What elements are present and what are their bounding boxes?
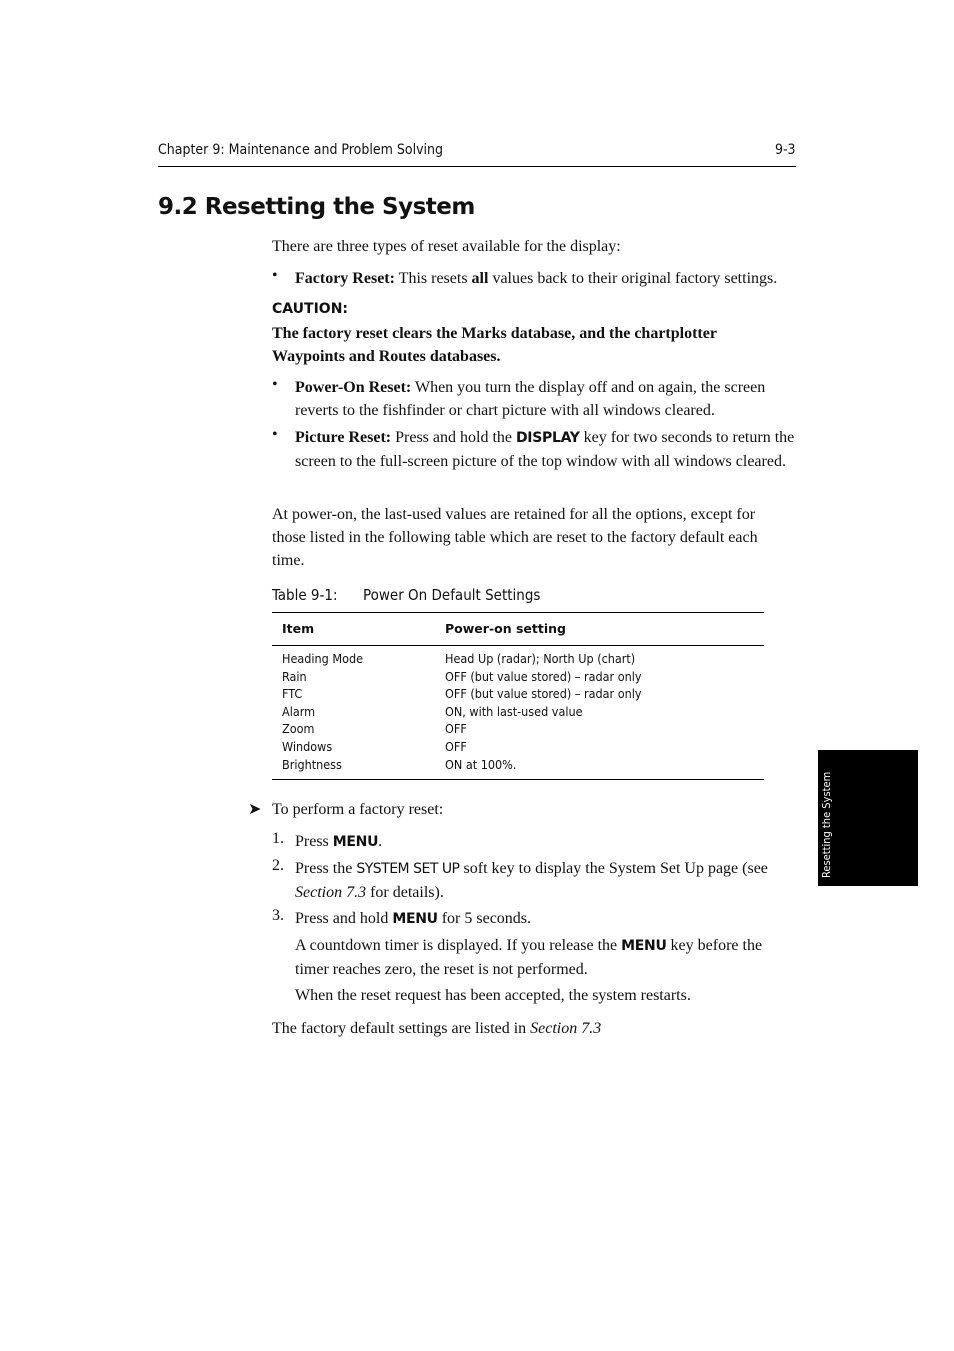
table-cell-item: Brightness bbox=[282, 756, 342, 772]
bullet-icon: • bbox=[272, 376, 278, 393]
bullet-text: When you turn the display off and on again, the screen reverts to the fishfinder or chart picture with all windows cleared. bbox=[295, 379, 766, 419]
closing-paragraph bbox=[272, 1017, 601, 1040]
table-header-item: Item bbox=[282, 621, 315, 636]
step-number: 2. bbox=[272, 857, 284, 874]
bullet-text: Press and hold the bbox=[391, 429, 516, 446]
bullet-label: Factory Reset: bbox=[295, 270, 395, 287]
step-text: for details). bbox=[366, 884, 444, 901]
table-item-column bbox=[282, 650, 363, 773]
section-reference: Section 7.3 bbox=[295, 884, 367, 901]
thumb-tab-label: Resetting the System bbox=[820, 771, 833, 878]
table-cell-item: Zoom bbox=[282, 721, 315, 737]
step-1 bbox=[295, 830, 800, 854]
bullet-factory-reset bbox=[295, 267, 800, 290]
bullet-text: key for two seconds to return the screen to the full-screen picture of the top window with all windows cleared. bbox=[295, 429, 795, 470]
procedure-intro: To perform a factory reset: bbox=[272, 801, 444, 818]
step-3-note-restart: When the reset request has been accepted, the system restarts. bbox=[295, 987, 691, 1004]
step-text: for 5 seconds. bbox=[437, 910, 532, 927]
section-title: 9.2 Resetting the System bbox=[158, 194, 475, 220]
caution-text: The factory reset clears the Marks database, and the chartplotter Waypoints and Routes databases. bbox=[272, 325, 717, 365]
menu-key-name: MENU bbox=[392, 911, 438, 927]
step-text: soft key to display the System Set Up page (see bbox=[459, 860, 768, 877]
table-header-setting: Power-on setting bbox=[445, 621, 566, 636]
emphasis: all bbox=[471, 270, 489, 287]
bullet-label: Power-On Reset: bbox=[295, 379, 412, 396]
bullet-label: Picture Reset: bbox=[295, 429, 392, 446]
bullet-power-on-reset bbox=[295, 376, 795, 422]
note-text: key before the timer reaches zero, the reset is not performed. bbox=[295, 937, 763, 978]
bullet-icon: • bbox=[272, 267, 278, 284]
table-cell-setting: OFF (but value stored) – radar only bbox=[445, 668, 642, 684]
page-number: 9-3 bbox=[775, 142, 796, 158]
table-caption-title: Power On Default Settings bbox=[363, 586, 541, 604]
table-cell-setting: OFF bbox=[445, 738, 467, 754]
table-cell-setting: OFF (but value stored) – radar only bbox=[445, 686, 642, 702]
section-reference: Section 7.3 bbox=[530, 1020, 602, 1037]
closing-text: The factory default settings are listed in bbox=[272, 1020, 531, 1037]
menu-key-name: MENU bbox=[332, 834, 379, 850]
table-cell-setting: ON, with last-used value bbox=[445, 703, 583, 719]
intro-paragraph: There are three types of reset available for the display: bbox=[272, 238, 621, 255]
table-cell-setting: ON at 100%. bbox=[445, 756, 517, 772]
step-2 bbox=[295, 857, 790, 904]
step-text: . bbox=[378, 833, 383, 850]
table-caption-number: Table 9-1: bbox=[272, 586, 338, 604]
caution-label: CAUTION: bbox=[272, 301, 349, 317]
thumb-tab-label-wrapper bbox=[818, 750, 838, 886]
softkey-name: SYSTEM SET UP bbox=[356, 861, 460, 877]
step-text: Press bbox=[295, 833, 333, 850]
table-cell-setting: Head Up (radar); North Up (chart) bbox=[445, 651, 636, 666]
bullet-picture-reset bbox=[295, 426, 795, 473]
step-text: Press the bbox=[295, 860, 357, 877]
table-cell-item: Heading Mode bbox=[282, 651, 364, 666]
table-setting-column bbox=[445, 650, 642, 773]
step-3 bbox=[295, 907, 800, 931]
step-3-note-countdown bbox=[295, 934, 790, 981]
display-key-name: DISPLAY bbox=[515, 430, 580, 446]
table-cell-item: FTC bbox=[282, 686, 303, 702]
bullet-icon: • bbox=[272, 426, 278, 443]
note-text: A countdown timer is displayed. If you release the bbox=[295, 937, 622, 954]
running-header-chapter: Chapter 9: Maintenance and Problem Solving bbox=[158, 142, 444, 158]
table-bottom-rule bbox=[272, 779, 764, 780]
step-number: 1. bbox=[272, 830, 284, 847]
table-cell-item: Windows bbox=[282, 738, 333, 754]
menu-key-name: MENU bbox=[621, 938, 667, 954]
table-cell-item: Alarm bbox=[282, 703, 316, 719]
bullet-text: values back to their original factory settings. bbox=[488, 270, 778, 287]
bullet-text: This resets bbox=[394, 270, 472, 287]
header-divider bbox=[158, 166, 796, 167]
arrow-right-icon: ➤ bbox=[248, 799, 262, 818]
step-number: 3. bbox=[272, 907, 284, 924]
table-cell-setting: OFF bbox=[445, 721, 467, 737]
retained-settings-paragraph: At power-on, the last-used values are retained for all the options, except for those listed in the following table which are reset to the factory default each time. bbox=[272, 506, 758, 569]
step-text: Press and hold bbox=[295, 910, 393, 927]
table-top-rule bbox=[272, 612, 764, 613]
table-cell-item: Rain bbox=[282, 668, 307, 684]
table-header-rule bbox=[272, 645, 764, 646]
